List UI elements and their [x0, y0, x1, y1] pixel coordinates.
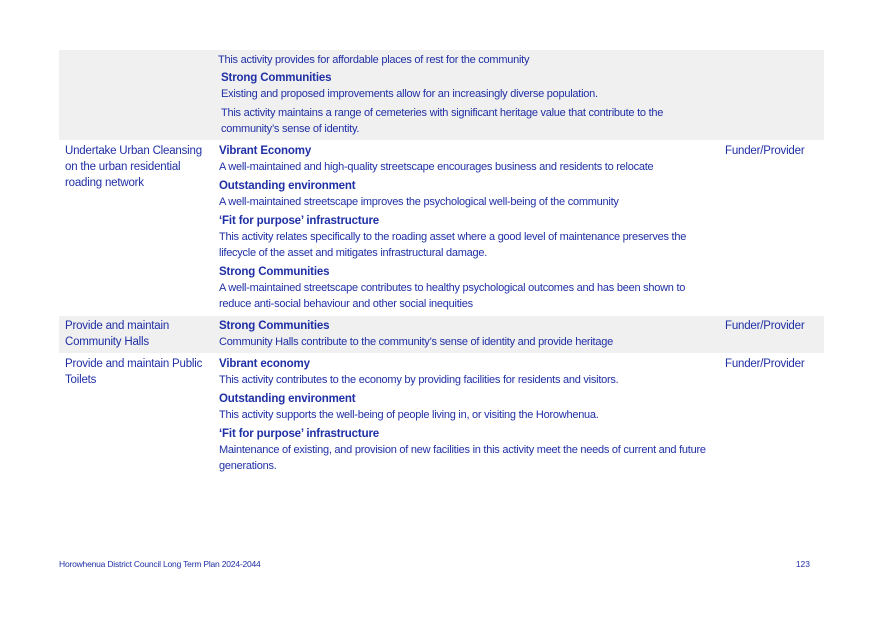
contribution-text: Community Halls contribute to the community’s sense of identity and provide heritage [219, 336, 613, 348]
contribution-text: This activity supports the well-being of people living in, or visiting the Horowhenua. [219, 409, 599, 421]
activity-cell: Provide and maintain Community Halls [65, 320, 170, 348]
contribution-cell [213, 354, 721, 477]
activity-cell: Undertake Urban Cleansing on the urban residential roading network [65, 145, 202, 189]
role-cell: Funder/Provider [725, 358, 805, 370]
outcome-heading: Strong Communities [219, 266, 330, 278]
outcome-heading: ‘Fit for purpose’ infrastructure [219, 428, 380, 440]
contribution-text: A well-maintained streetscape contributes to healthy psychological outcomes and has been shown to reduce anti-social behaviour and other social inequities [219, 282, 686, 310]
activity-cell [59, 50, 213, 140]
contribution-text: Existing and proposed improvements allow for an increasingly diverse population. [221, 88, 598, 100]
activities-table [59, 50, 824, 477]
role-cell: Funder/Provider [725, 145, 805, 157]
table-row [59, 140, 824, 315]
contribution-text: This activity contributes to the economy by providing facilities for residents and visitors. [219, 374, 619, 386]
contribution-text: This activity provides for affordable places of rest for the community [218, 54, 530, 66]
outcome-heading: Outstanding environment [219, 393, 356, 405]
role-cell: Funder/Provider [725, 320, 805, 332]
role-cell [721, 50, 824, 140]
outcome-heading: Strong Communities [219, 320, 330, 332]
contribution-cell [213, 316, 721, 353]
outcome-heading: Vibrant economy [219, 358, 310, 370]
contribution-text: A well-maintained and high-quality streetscape encourages business and residents to relocate [219, 161, 654, 173]
contribution-text: This activity relates specifically to the roading asset where a good level of maintenance preserves the lifecycle of the asset and mitigates infrastructural damage. [219, 231, 687, 259]
footer-title: Horowhenua District Council Long Term Plan 2024-2044 [59, 559, 261, 569]
contribution-text: This activity maintains a range of cemeteries with significant heritage value that contribute to the community’s sense of identity. [221, 107, 664, 135]
activity-cell: Provide and maintain Public Toilets [65, 358, 203, 386]
page-number: 123 [795, 559, 810, 569]
table-row [59, 315, 824, 353]
outcome-heading: Vibrant Economy [219, 145, 312, 157]
outcome-heading: ‘Fit for purpose’ infrastructure [219, 215, 380, 227]
contribution-text: Maintenance of existing, and provision of new facilities in this activity meet the needs of current and future generations. [219, 444, 706, 472]
contribution-cell [213, 50, 721, 140]
contribution-cell [213, 141, 721, 315]
outcome-heading: Outstanding environment [219, 180, 356, 192]
table-row [59, 50, 824, 140]
outcome-heading: Strong Communities [221, 72, 332, 84]
table-row [59, 353, 824, 477]
contribution-text: A well-maintained streetscape improves the psychological well-being of the community [219, 196, 619, 208]
